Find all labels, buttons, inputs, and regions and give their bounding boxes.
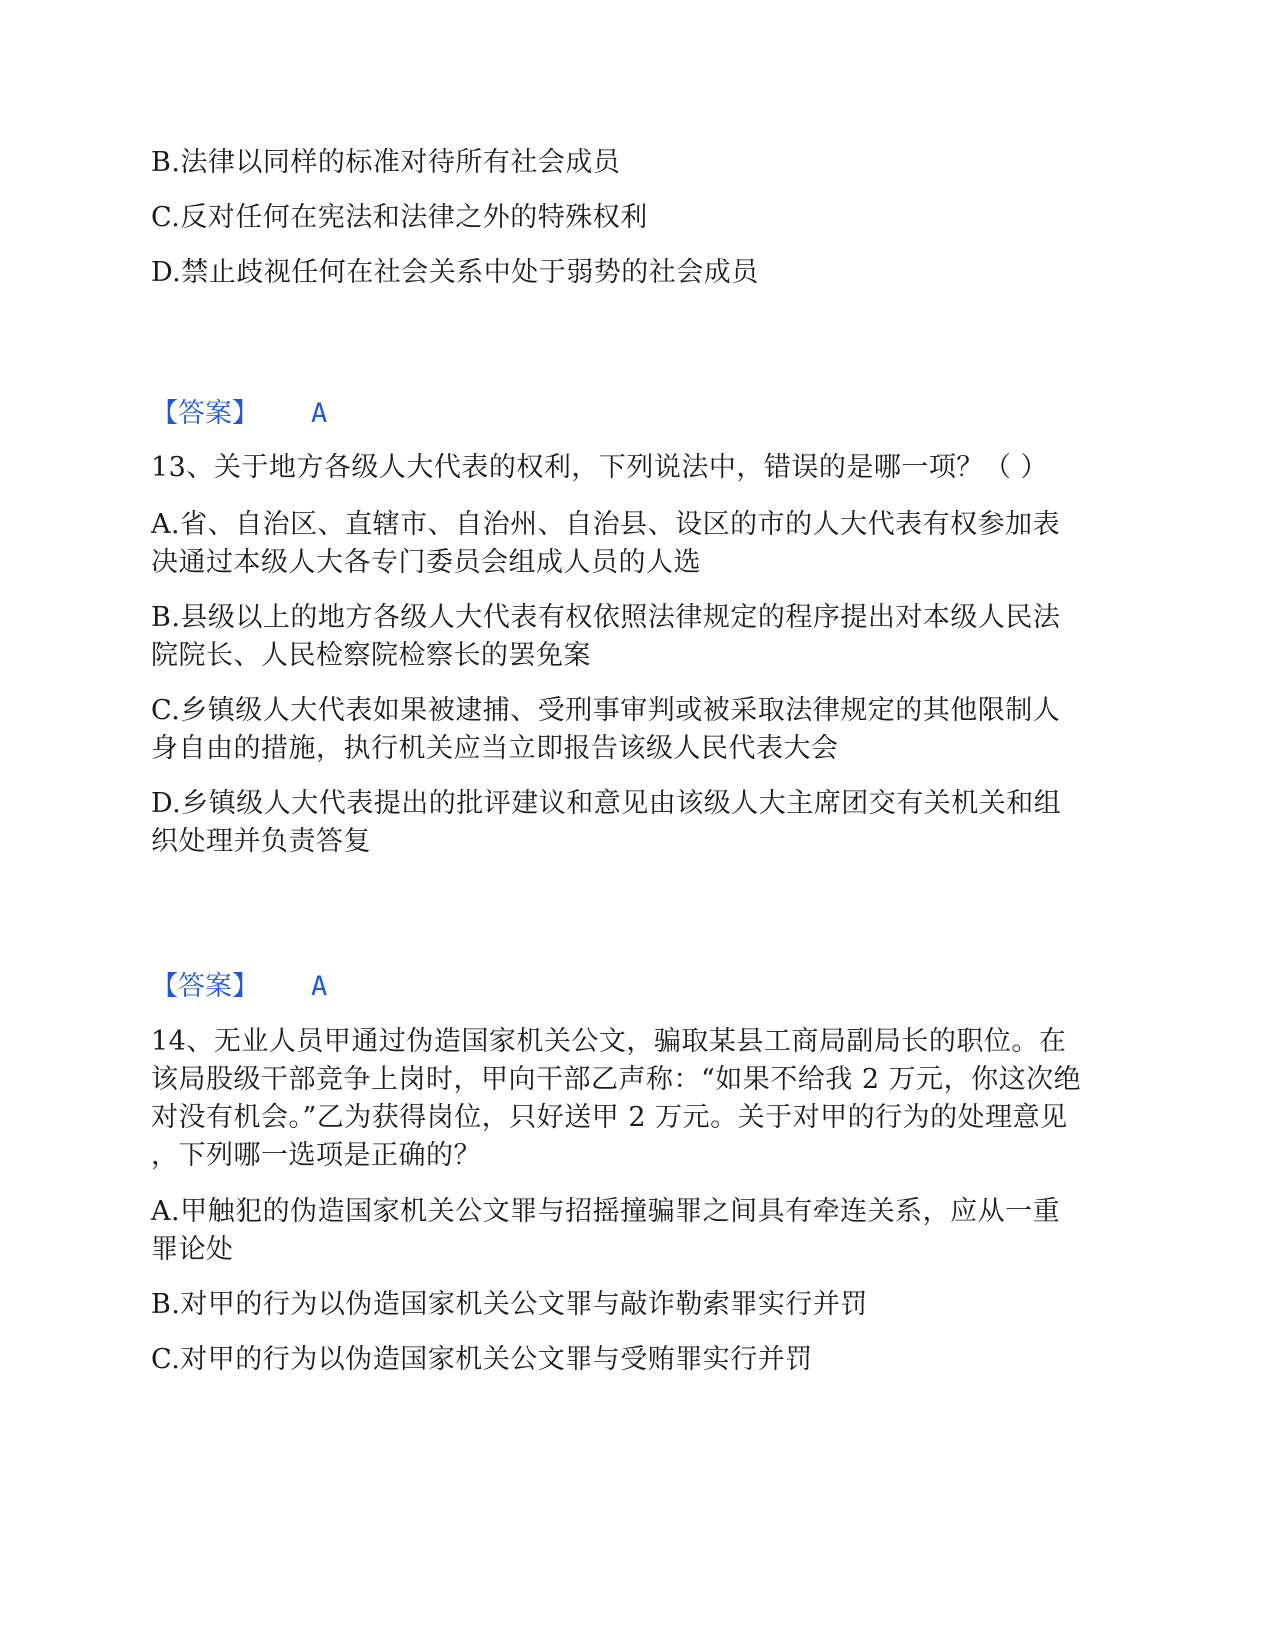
answer-value: A <box>311 971 328 1002</box>
q13-option-c-line-1: C.乡镇级人大代表如果被逮捕、受刑事审判或被采取法律规定的其他限制人 <box>151 695 1061 726</box>
q14-option-c: C.对甲的行为以伪造国家机关公文罪与受贿罪实行并罚 <box>151 1344 813 1375</box>
q13-option-b-line-1: B.县级以上的地方各级人大代表有权依照法律规定的程序提出对本级人民法 <box>151 602 1061 633</box>
q13-option-a-line-1: A.省、自治区、直辖市、自治州、自治县、设区的市的人大代表有权参加表 <box>151 509 1061 540</box>
q13-option-d-line-1: D.乡镇级人大代表提出的批评建议和意见由该级人大主席团交有关机关和组 <box>151 788 1062 819</box>
q14-option-a-line-2: 罪论处 <box>151 1234 234 1265</box>
q14-question-line-3: 对没有机会。”乙为获得岗位，只好送甲 2 万元。关于对甲的行为的处理意见 <box>151 1102 1068 1133</box>
q14-question-line-1: 14、无业人员甲通过伪造国家机关公文，骗取某县工商局副局长的职位。在 <box>151 1026 1067 1057</box>
q14-option-b: B.对甲的行为以伪造国家机关公文罪与敲诈勒索罪实行并罚 <box>151 1289 868 1320</box>
q13-option-a-line-2: 决通过本级人大各专门委员会组成人员的人选 <box>151 547 701 578</box>
answer-label: 【答案】 <box>151 398 259 429</box>
q12-option-d: D.禁止歧视任何在社会关系中处于弱势的社会成员 <box>151 257 759 288</box>
q12-answer <box>151 394 327 434</box>
q13-option-d-line-2: 织处理并负责答复 <box>151 826 371 857</box>
q12-option-b: B.法律以同样的标准对待所有社会成员 <box>151 147 621 178</box>
q13-question: 13、关于地方各级人大代表的权利，下列说法中，错误的是哪一项？（ ） <box>151 452 1048 483</box>
answer-value: A <box>311 398 328 429</box>
q13-answer <box>151 967 327 1007</box>
q14-question-line-4: ，下列哪一选项是正确的？ <box>151 1140 481 1171</box>
q14-option-a-line-1: A.甲触犯的伪造国家机关公文罪与招摇撞骗罪之间具有牵连关系，应从一重 <box>151 1196 1061 1227</box>
q12-option-c: C.反对任何在宪法和法律之外的特殊权利 <box>151 202 648 233</box>
q13-option-c-line-2: 身自由的措施，执行机关应当立即报告该级人民代表大会 <box>151 733 839 764</box>
q14-question-line-2: 该局股级干部竞争上岗时，甲向干部乙声称：“如果不给我 2 万元，你这次绝 <box>151 1064 1082 1095</box>
q13-option-b-line-2: 院院长、人民检察院检察长的罢免案 <box>151 640 591 671</box>
answer-label: 【答案】 <box>151 971 259 1002</box>
